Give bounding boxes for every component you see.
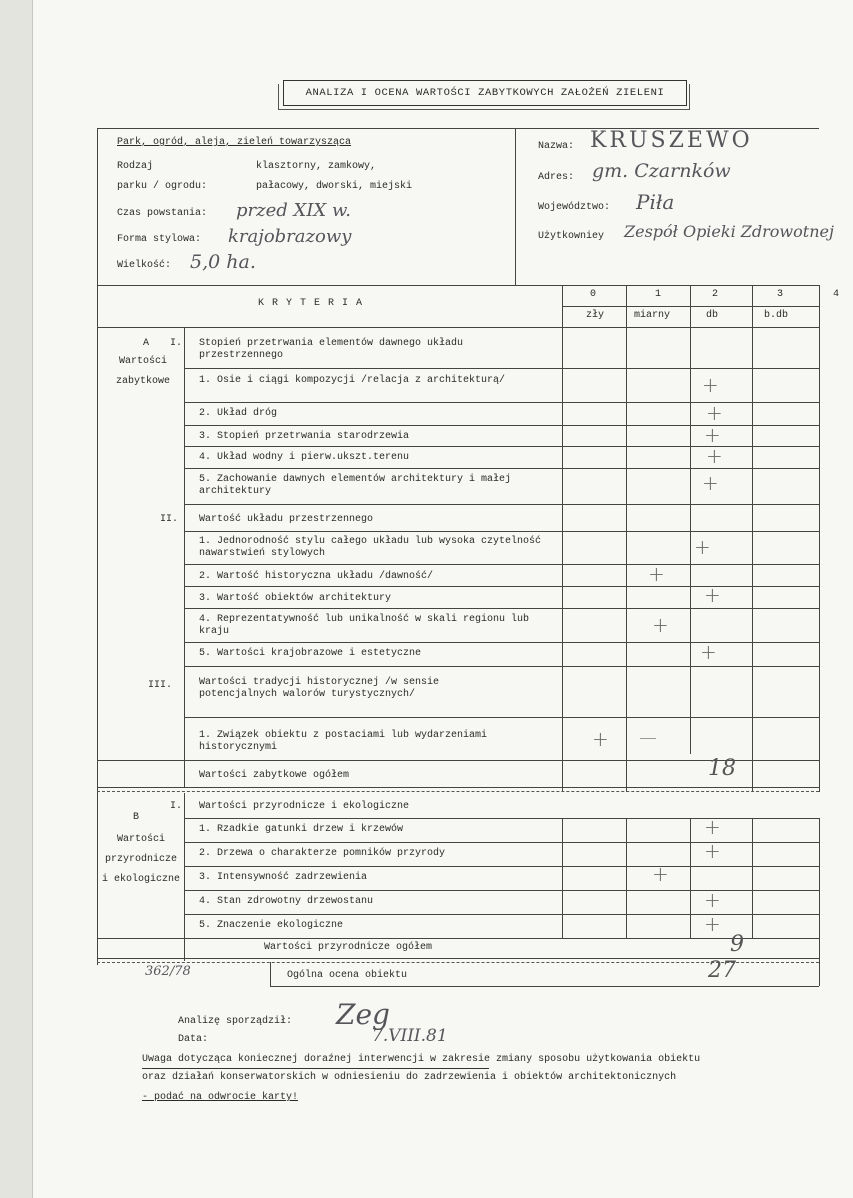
rodzaj-values-1: klasztorny, zamkowy, [256,161,377,172]
scale-3-num: 3 [777,289,784,300]
mark-a2-5: + [700,640,717,664]
group-a2-title: Wartość układu przestrzennego [199,514,374,525]
group-a3-title: Wartości tradycji historycznej /w sensie potencjalnych walorów turystycznych/ [199,677,440,700]
group-b1-title: Wartości przyrodnicze i ekologiczne [199,801,410,812]
scan-left-edge [0,0,33,1198]
criterion-b1-5: 5. Znaczenie ekologiczne [199,920,344,931]
object-type-line: Park, ogród, aleja, zieleń towarzysząca [117,137,352,148]
row-line [184,531,819,532]
mark-b1-2: + [704,839,721,863]
forma-value: krajobrazowy [228,226,352,247]
overall-bottom-line [270,986,819,987]
row-line [184,666,819,667]
criterion-a2-1: 1. Jednorodność stylu całego układu lub wysoka czytelność nawarstwień stylowych [199,536,542,559]
adres-label: Adres: [538,172,575,183]
col-2-line [690,285,691,754]
criterion-b1-4: 4. Stan zdrowotny drzewostanu [199,896,374,907]
section-b-total-label: Wartości przyrodnicze ogółem [264,942,433,953]
header-divider [515,128,516,285]
criterion-a2-3: 3. Wartość obiektów architektury [199,593,392,604]
scale-0-label: zły [586,310,605,321]
col-1-line-b [626,818,627,938]
row-line [184,642,819,643]
row-line [184,564,819,565]
col-4-line-b [819,818,820,986]
nazwa-label: Nazwa: [538,141,575,152]
row-line [184,890,819,891]
col-3-line [752,285,753,792]
adres-value: gm. Czarnków [592,160,731,182]
mark-a1-4: + [706,444,723,468]
mark-a3-1: + [592,727,609,751]
note-line-1: Uwaga dotycząca koniecznej doraźnej interwencji w zakresie zmiany sposobu użytkowania obiektu [142,1054,701,1065]
row-line [184,914,819,915]
scale-0-num: 0 [590,289,597,300]
criterion-a1-4: 4. Układ wodny i pierw.ukszt.terenu [199,452,410,463]
nazwa-value: KRUSZEWO [590,128,753,153]
criteria-bottom-line [97,327,819,328]
mark-a2-1: + [694,535,711,559]
overall-left-line [270,962,271,986]
row-line [97,938,819,939]
overall-value: 27 [708,958,736,983]
col-0-line-b [562,818,563,938]
criterion-a1-1: 1. Osie i ciągi kompozycji /relacja z architekturą/ [199,375,506,386]
mark-a1-2: + [706,401,723,425]
section-a-total-label: Wartości zabytkowe ogółem [199,770,350,781]
criterion-b1-1: 1. Rzadkie gatunki drzew i krzewów [199,824,404,835]
col-0-line [562,285,563,792]
criterion-a2-5: 5. Wartości krajobrazowe i estetyczne [199,648,422,659]
section-b-label: Wartości przyrodnicze i ekologiczne [101,834,180,885]
section-a-label: Wartości zabytkowe [115,356,170,387]
prepared-by-label: Analizę sporządził: [178,1016,293,1027]
rodzaj-label-2: parku / ogrodu: [117,181,208,192]
uzytkownik-label: Użytkowniey [538,231,605,242]
row-line [184,425,819,426]
mark-a1-5: + [702,471,719,495]
col-2-line-b [690,818,691,938]
header-left-line [97,128,98,285]
czas-value: przed XIX w. [236,200,351,221]
overall-label: Ogólna ocena obiektu [287,970,408,981]
group-a1-title: Stopień przetrwania elementów dawnego układu przestrzennego [199,338,464,361]
criterion-a2-2: 2. Wartość historyczna układu /dawność/ [199,571,434,582]
row-line [184,818,819,819]
wojewodztwo-value: Piła [636,190,675,214]
czas-label: Czas powstania: [117,208,208,219]
criterion-b1-3: 3. Intensywność zadrzewienia [199,872,368,883]
row-line [97,787,819,788]
row-line [184,608,819,609]
criterion-a3-1: 1. Związek obiektu z postaciami lub wydarzeniami historycznymi [199,730,488,753]
mark-b1-4: + [704,888,721,912]
section-a-letter: A [143,338,150,349]
archive-number: 362/78 [145,964,191,979]
note-line-2: oraz działań konserwatorskich w odniesieniu do zadrzewienia i obiektów architektonicznych [142,1072,677,1083]
row-line [184,586,819,587]
mark-a1-3: + [704,423,721,447]
stray-dash-mark [640,738,656,739]
signature: Zeg [336,998,390,1031]
group-a2-roman: II. [160,514,179,525]
group-a1-roman: I. [170,338,183,349]
mark-b1-5: + [704,912,721,936]
wojewodztwo-label: Województwo: [538,202,611,213]
date-label: Data: [178,1034,209,1045]
col-1-line [626,285,627,792]
row-line [184,468,819,469]
note-line-3: - podać na odwrocie karty! [142,1092,299,1103]
criterion-a1-2: 2. Układ dróg [199,408,278,419]
form-title: ANALIZA I OCENA WARTOŚCI ZABYTKOWYCH ZAŁOŻEŃ ZIELENI [283,80,687,106]
criterion-b1-2: 2. Drzewa o charakterze pomników przyrody [199,848,446,859]
scale-2-label: db [706,310,719,321]
kryteria-label: K R Y T E R I A [258,298,364,309]
scale-1-num: 1 [655,289,662,300]
section-separator [97,791,819,792]
row-line [184,866,819,867]
mark-a2-3: + [704,583,721,607]
group-a3-roman: III. [148,680,173,691]
row-line [184,368,819,369]
wielkosc-value: 5,0 ha. [190,251,256,273]
mark-b1-3: + [652,862,669,886]
row-line [184,446,819,447]
table-left-line [97,285,98,965]
scale-4-num: 4 [833,289,840,300]
rodzaj-label-1: Rodzaj [117,161,154,172]
group-b1-roman: I. [170,801,183,812]
section-b-total-value: 9 [730,932,744,957]
criterion-a2-4: 4. Reprezentatywność lub unikalność w skali regionu lub kraju [199,614,530,637]
uzytkownik-value: Zespół Opieki Zdrowotnej [624,222,834,241]
section-a-total-value: 18 [708,756,736,781]
date-value: 7.VIII.81 [372,1026,448,1046]
scale-2-num: 2 [712,289,719,300]
mark-a2-4: + [652,613,669,637]
mark-a2-2: + [648,562,665,586]
row-line [184,504,819,505]
mark-a1-1: + [702,373,719,397]
mark-b1-1: + [704,815,721,839]
row-line [184,842,819,843]
col-4-line [819,285,820,792]
col-roman-line [184,327,185,787]
note-underline [142,1068,489,1069]
criterion-a1-5: 5. Zachowanie dawnych elementów architektury i małej architektury [199,474,512,497]
forma-label: Forma stylowa: [117,234,202,245]
criteria-top-line [97,285,819,286]
section-b-letter: B [133,812,140,823]
col-3-line-b [752,818,753,938]
row-line [184,402,819,403]
row-line [184,717,819,718]
wielkosc-label: Wielkość: [117,260,172,271]
scale-3-label: b.db [764,310,789,321]
criterion-a1-3: 3. Stopień przetrwania starodrzewia [199,431,410,442]
scale-1-label: miarny [634,310,671,321]
rodzaj-values-2: pałacowy, dworski, miejski [256,181,413,192]
